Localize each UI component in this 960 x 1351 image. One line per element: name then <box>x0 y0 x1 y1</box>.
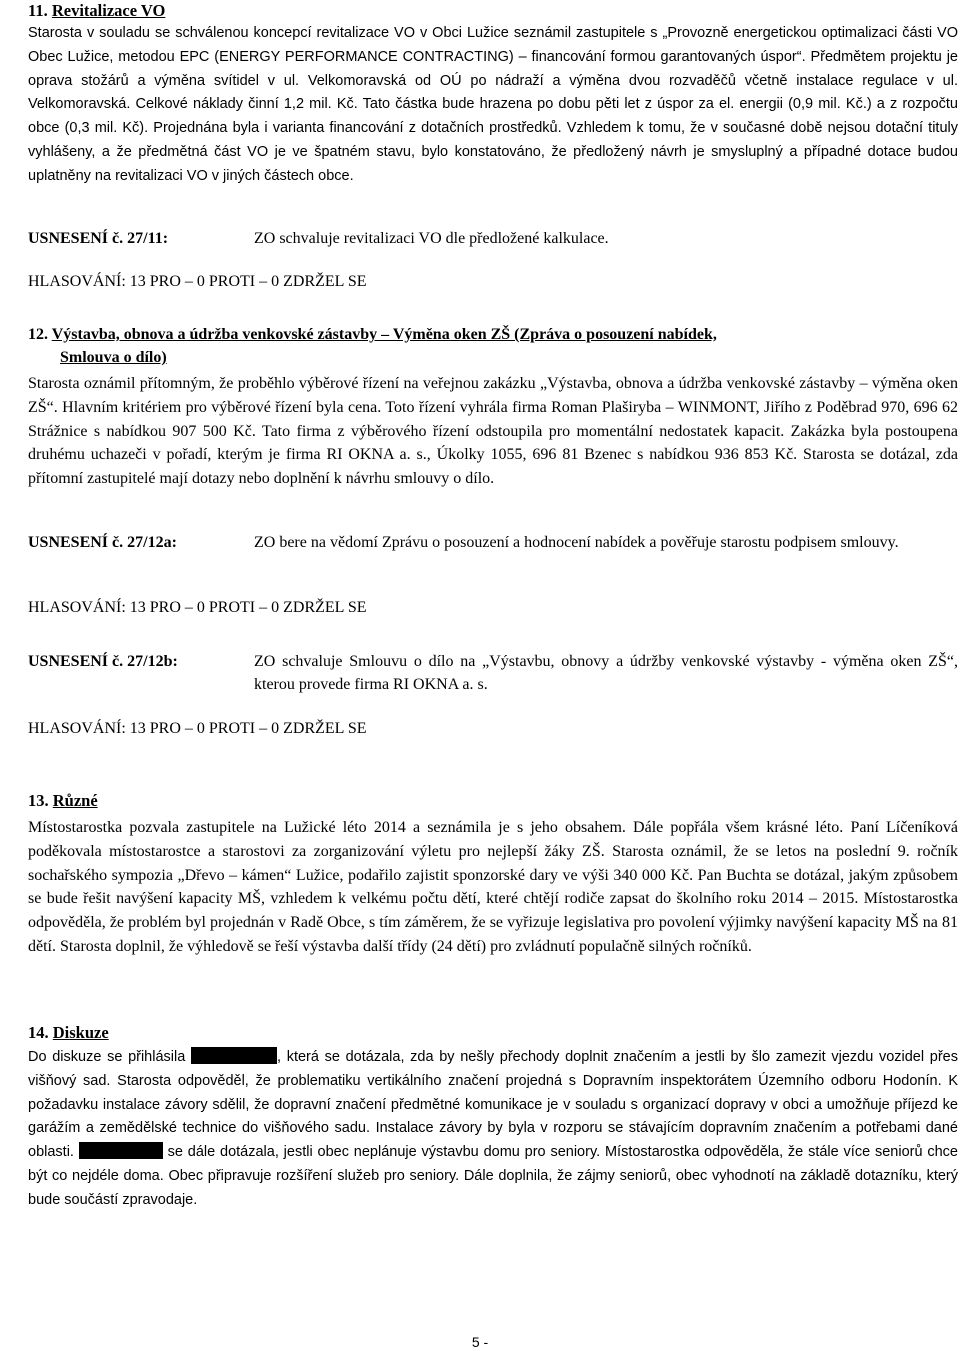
section-12-title-line1: Výstavba, obnova a údržba venkovské zástavby – Výměna oken ZŠ (Zpráva o posouzení nabídek, <box>51 326 717 343</box>
section-14-text-part3: se dále dotázala, jestli obec neplánuje výstavbu domu pro seniory. Místostarostka odpověděla, že stále více seniorů chce být co nejdéle doma. Obec připravuje rozšíření služeb pro seniory. Dále doplnila, že zájmy seniorů, obec vyhodnotí na základě dotazníku, který bude součástí zpravodaje. <box>28 1144 958 1208</box>
section-11-number: 11. <box>28 1 48 20</box>
section-11-title: Revitalizace VO <box>51 1 166 20</box>
section-12-title-line2: Smlouva o dílo) <box>60 349 167 366</box>
section-14-paragraph <box>28 1046 958 1213</box>
resolution-27-11-text: ZO schvaluje revitalizaci VO dle předložené kalkulace. <box>254 230 609 247</box>
section-13-paragraph: Místostarostka pozvala zastupitele na Lužické léto 2014 a seznámila je s jeho obsahem. Dále popřála všem krásné léto. Paní Líčeníková poděkovala místostarostce a starostovi za zorganizování výletu pro nejlepší žáky ZŠ. Starosta oznámil, že se letos na poslední 9. ročník sochařského sympozia „Dřevo – kámen“ Lužice, podařilo zajistit sponzorské dary ve výši 340 000 Kč. Pan Buchta se dotázal, jakým způsobem se bude řešit navýšení kapacity MŠ, vzhledem k velkému počtu dětí, které chtějí rodiče zapsat do školního roku 2014 – 2015. Místostarostka odpověděla, že problém byl projednán v Radě Obce, s tím záměrem, že se vyřizuje legislativa pro povolení výjimky navýšení kapacity MŠ na 81 dětí. Starosta doplnil, že výhledově se řeší výstavba další třídy (24 dětí) pro zvládnutí populačně silných ročníků. <box>28 819 958 955</box>
section-13-title: Různé <box>52 791 98 810</box>
redacted-name-box-3 <box>119 1142 163 1159</box>
section-14-number: 14. <box>28 1023 49 1042</box>
section-11-heading <box>28 0 165 22</box>
section-14-heading <box>28 1022 109 1044</box>
section-14-text-part2: , která se dotázala, zda by nešly přechody doplnit značením a jestli by šlo zamezit vjezdu vozidel přes višňový sad. Starosta odpověděl, že problematiku vertikálního značení projedná s Dopravním inspektorátem Územního odboru Hodonín. K požadavku instalace závory sdělil, že dopravní značení předmětné komunikace je v souladu s organizací dopravy v obci a umožňuje příjezd ke garážím a zemědělské technice do višňového sadu. Instalace závory by byla v rozporu se stávajícím dopravním značením a potřebami dané oblasti. <box>28 1049 958 1161</box>
resolution-27-12b-text: ZO schvaluje Smlouvu o dílo na „Výstavbu, obnovy a údržby venkovské výstavby - výměna oken ZŠ“, kterou provede firma RI OKNA a. s. <box>254 653 958 693</box>
vote-27-12a: HLASOVÁNÍ: 13 PRO – 0 PROTI – 0 ZDRŽEL SE <box>28 599 367 616</box>
redacted-name-box <box>191 1047 277 1064</box>
section-12-heading <box>28 323 928 369</box>
redacted-name-box-2 <box>79 1142 119 1159</box>
resolution-27-11-label: USNESENÍ č. 27/11: <box>28 230 169 247</box>
section-13-number: 13. <box>28 791 49 810</box>
section-12-paragraph: Starosta oznámil přítomným, že proběhlo výběrové řízení na veřejnou zakázku „Výstavba, obnova a údržba venkovské zástavby – výměna oken ZŠ“. Hlavním kritériem pro výběrové řízení byla cena. Toto řízení vyhrála firma Roman Plaširyba – WINMONT, Jiřího z Poděbrad 970, 696 62 Strážnice s nabídkou 907 500 Kč. Tato firma z výběrového řízení odstoupila pro momentální nedostatek kapacit. Zakázka byla postoupena druhému uchazeči v pořadí, kterým je firma RI OKNA a. s., Úkolky 1055, 696 81 Bzenec s nabídkou 936 853 Kč. Starosta se dotázal, zda přítomní zastupitelé mají dotazy nebo doplnění k návrhu smlouvy o dílo. <box>28 375 958 488</box>
resolution-27-12b-label: USNESENÍ č. 27/12b: <box>28 653 178 670</box>
vote-27-11: HLASOVÁNÍ: 13 PRO – 0 PROTI – 0 ZDRŽEL SE <box>28 273 367 290</box>
section-14-text-part1: Do diskuze se přihlásila <box>28 1049 191 1065</box>
section-11-paragraph: Starosta v souladu se schválenou koncepcí revitalizace VO v Obci Lužice seznámil zastupitele s „Provozně energetickou optimalizaci části VO Obec Lužice, metodou EPC (ENERGY PERFORMANCE CONTRACTING) – financování formou garantovaných úspor“. Předmětem projektu je oprava stožárů a výměna svítidel v ul. Velkomoravská od OÚ po nádraží a výměna dvou rozvaděčů včetně instalace regulace v ul. Velkomoravská. Celkové náklady činní 1,2 mil. Kč. Tato částka bude hrazena po dobu pěti let z úspor za el. energii (0,9 mil. Kč.) a z rozpočtu obce (0,3 mil. Kč). Projednána byla i varianta financování z dotačních prostředků. Vzhledem k tomu, že v současné době nejsou dotační tituly vyhlášeny, a že předmětná část VO je ve špatném stavu, bylo konstatováno, že předložený návrh je smysluplný a případné dotace budou uplatněny na revitalizaci VO v jiných částech obce. <box>28 25 958 184</box>
section-13-heading <box>28 790 98 812</box>
vote-27-12b: HLASOVÁNÍ: 13 PRO – 0 PROTI – 0 ZDRŽEL SE <box>28 720 367 737</box>
resolution-27-12a-text: ZO bere na vědomí Zprávu o posouzení a hodnocení nabídek a pověřuje starostu podpisem smlouvy. <box>254 534 899 551</box>
section-14-title: Diskuze <box>52 1023 109 1042</box>
page-number: 5 - <box>471 1334 489 1350</box>
resolution-27-12a-label: USNESENÍ č. 27/12a: <box>28 534 177 551</box>
section-12-number: 12. <box>28 326 48 343</box>
